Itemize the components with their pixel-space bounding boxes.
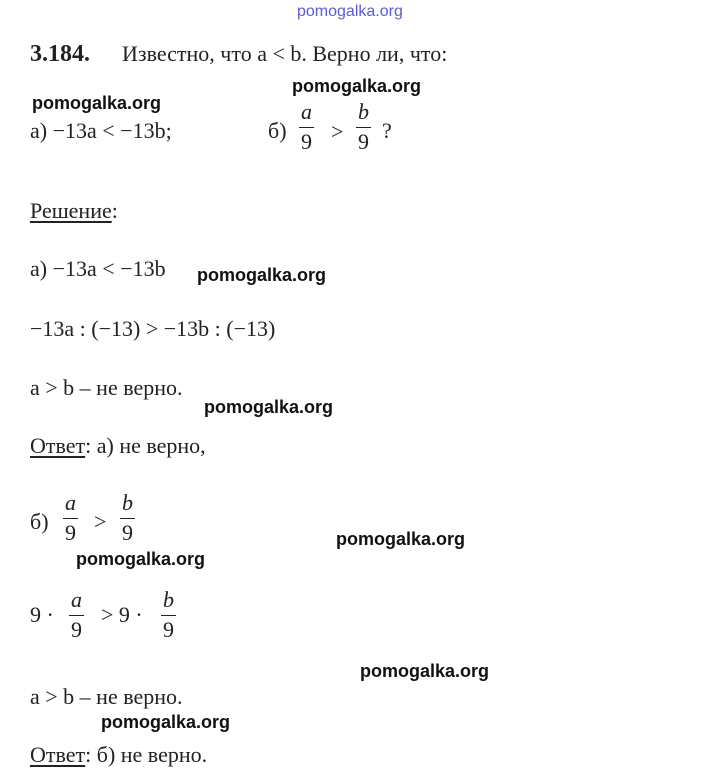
answer-label: Ответ xyxy=(30,433,86,458)
fraction-numerator: a xyxy=(65,490,76,515)
fraction-bar xyxy=(356,127,371,128)
solution-a-line-1: а) −13a < −13b xyxy=(30,256,166,281)
solution-b-line-2-mid: > 9 · xyxy=(101,602,143,627)
watermark-text: pomogalka.org xyxy=(292,76,422,96)
problem-part-b-operator: > xyxy=(331,119,344,144)
fraction-denominator: 9 xyxy=(358,129,369,155)
watermark-text: pomogalka.org xyxy=(197,265,327,285)
fraction-a-over-9 xyxy=(63,492,78,544)
solution-a-line-3: a > b – не верно. xyxy=(30,375,183,400)
fraction-a-over-9 xyxy=(69,589,84,641)
solution-b-line-3: a > b – не верно. xyxy=(30,684,183,709)
problem-part-b-label: б) xyxy=(268,118,287,143)
solution-b-label: б) xyxy=(30,509,49,534)
problem-part-a: а) −13a < −13b; xyxy=(30,118,172,143)
fraction-numerator: a xyxy=(71,587,82,612)
solution-b-operator: > xyxy=(94,509,107,534)
fraction-b-over-9 xyxy=(120,492,135,544)
solution-heading-colon: : xyxy=(111,198,118,223)
problem-number: 3.184. xyxy=(30,41,90,67)
fraction-numerator: a xyxy=(301,99,312,124)
fraction-denominator: 9 xyxy=(122,520,133,546)
fraction-bar xyxy=(63,518,78,519)
solution-a-line-2: −13a : (−13) > −13b : (−13) xyxy=(30,316,276,341)
watermark-text: pomogalka.org xyxy=(32,93,162,113)
fraction-b-over-9 xyxy=(356,101,371,153)
watermark-top-link[interactable]: pomogalka.org xyxy=(297,3,403,20)
solution-heading xyxy=(30,200,118,222)
fraction-bar xyxy=(299,127,314,128)
answer-a xyxy=(30,435,206,457)
solution-b-line-2-lead: 9 · xyxy=(30,602,54,627)
fraction-denominator: 9 xyxy=(163,617,174,643)
answer-b xyxy=(30,744,207,766)
fraction-numerator: b xyxy=(122,490,133,515)
fraction-numerator: b xyxy=(163,587,174,612)
watermark-text: pomogalka.org xyxy=(204,397,334,417)
fraction-denominator: 9 xyxy=(65,520,76,546)
solution-heading-word: Решение xyxy=(30,198,112,223)
watermark-text: pomogalka.org xyxy=(360,661,490,681)
fraction-numerator: b xyxy=(358,99,369,124)
watermark-text: pomogalka.org xyxy=(336,529,466,549)
answer-label: Ответ xyxy=(30,742,86,767)
fraction-denominator: 9 xyxy=(71,617,82,643)
answer-a-text: : а) не верно, xyxy=(85,433,206,458)
fraction-bar xyxy=(161,615,176,616)
answer-b-text: : б) не верно. xyxy=(85,742,208,767)
fraction-a-over-9 xyxy=(299,101,314,153)
watermark-text: pomogalka.org xyxy=(101,712,231,732)
problem-statement: Известно, что a < b. Верно ли, что: xyxy=(122,41,448,66)
fraction-b-over-9 xyxy=(161,589,176,641)
fraction-bar xyxy=(120,518,135,519)
watermark-text: pomogalka.org xyxy=(76,549,206,569)
fraction-denominator: 9 xyxy=(301,129,312,155)
problem-part-b-question-mark: ? xyxy=(382,118,392,143)
fraction-bar xyxy=(69,615,84,616)
